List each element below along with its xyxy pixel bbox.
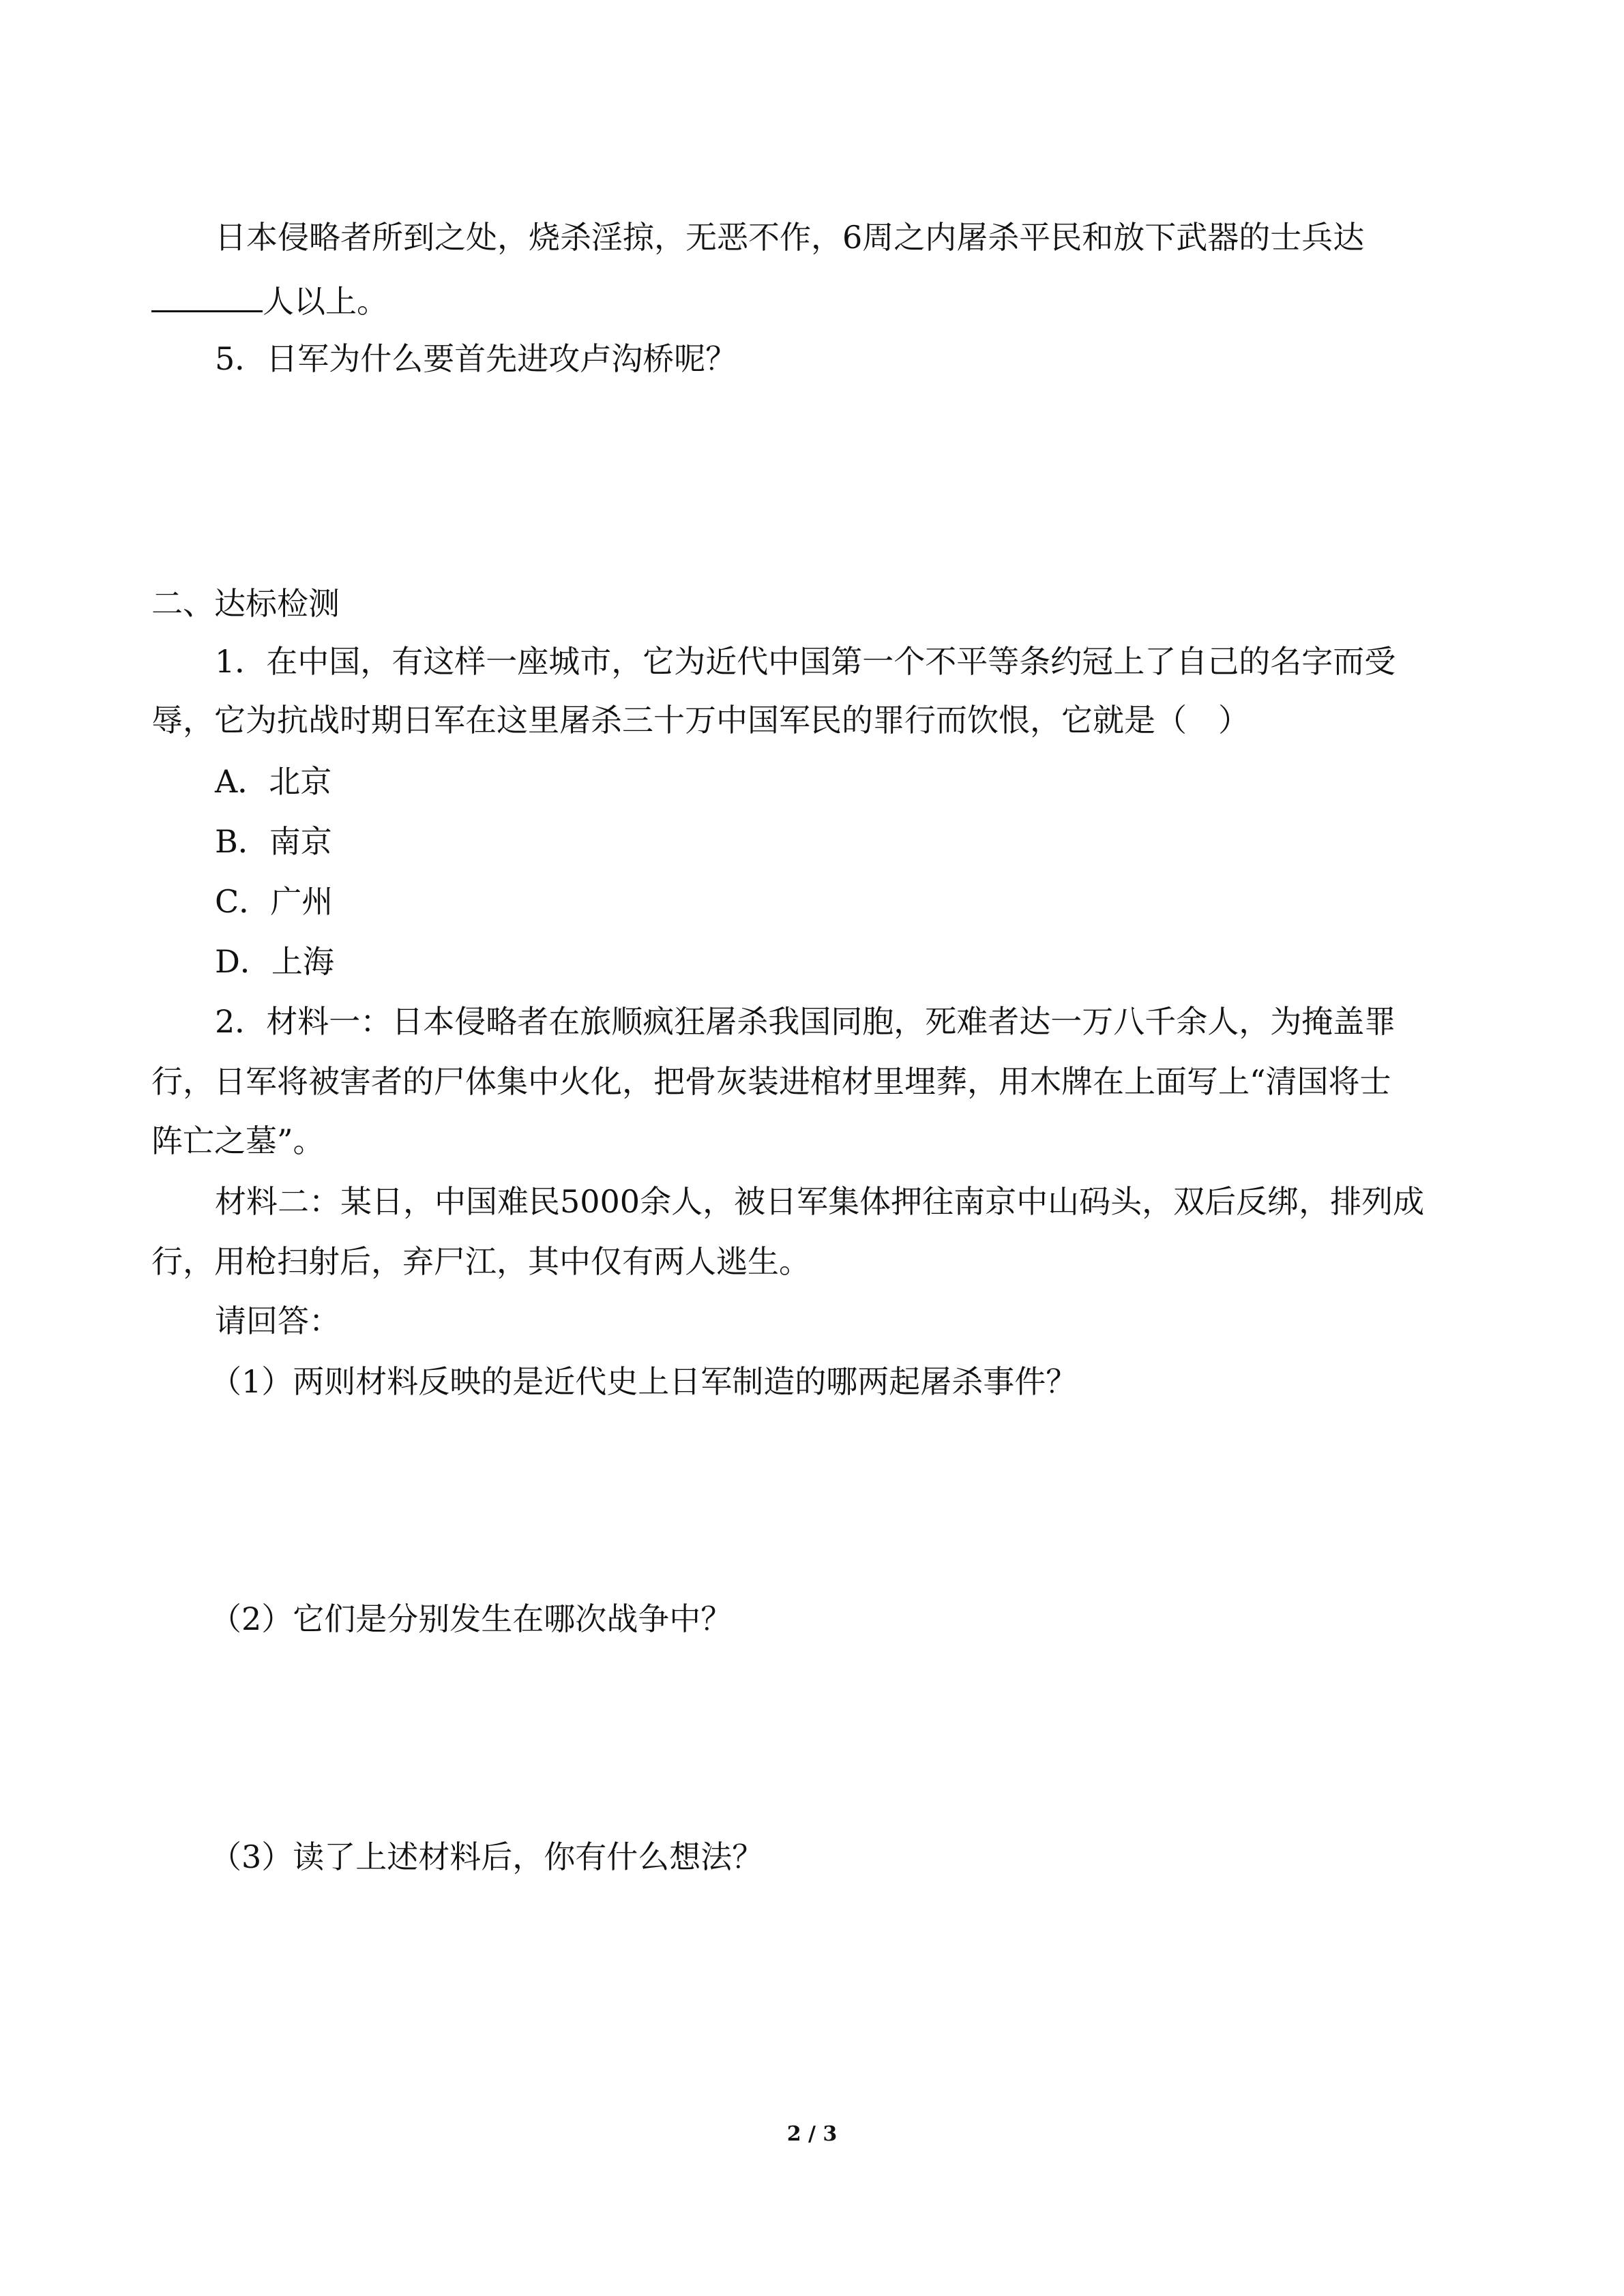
question-1-line: 辱，它为抗战时期日军在这里屠杀三十万中国军民的罪行而饮恨，它就是（ ） — [151, 702, 1250, 739]
paragraph-line: 日本侵略者所到之处，烧杀淫掠，无恶不作，6周之内屠杀平民和放下武器的士兵达 — [215, 219, 1365, 256]
material-1-line: 2．材料一：日本侵略者在旅顺疯狂屠杀我国同胞，死难者达一万八千余人，为掩盖罪 — [215, 1003, 1396, 1040]
option-b: B．南京 — [215, 823, 332, 860]
question-1-line: 1．在中国，有这样一座城市，它为近代中国第一个不平等条约冠上了自己的名字而受 — [215, 643, 1396, 680]
sub-question-2: （2）它们是分别发生在哪次战争中？ — [210, 1600, 733, 1637]
fill-in-suffix: 人以上。 — [263, 283, 388, 320]
option-a: A．北京 — [215, 763, 332, 800]
answer-prompt: 请回答： — [215, 1302, 340, 1339]
section-heading: 二、达标检测 — [151, 585, 340, 622]
option-d: D．上海 — [215, 943, 334, 980]
material-1-line: 行，日军将被害者的尸体集中火化，把骨灰装进棺材里埋葬，用木牌在上面写上“清国将士 — [151, 1063, 1391, 1100]
material-2-line: 材料二：某日，中国难民5000余人，被日军集体押往南京中山码头，双后反绑，排列成 — [215, 1183, 1425, 1220]
option-c: C．广州 — [215, 883, 334, 920]
question-5: 5．日军为什么要首先进攻卢沟桥呢？ — [215, 340, 737, 377]
material-2-line: 行，用枪扫射后，弃尸江，其中仅有两人逃生。 — [151, 1243, 810, 1280]
fill-in-line — [151, 278, 388, 322]
answer-blank[interactable] — [151, 278, 263, 312]
page-number: 2 / 3 — [786, 2122, 838, 2146]
sub-question-1: （1）两则材料反映的是近代史上日军制造的哪两起屠杀事件？ — [210, 1363, 1078, 1400]
material-1-line: 阵亡之墓”。 — [151, 1122, 325, 1159]
sub-question-3: （3）读了上述材料后，你有什么想法？ — [210, 1838, 764, 1875]
